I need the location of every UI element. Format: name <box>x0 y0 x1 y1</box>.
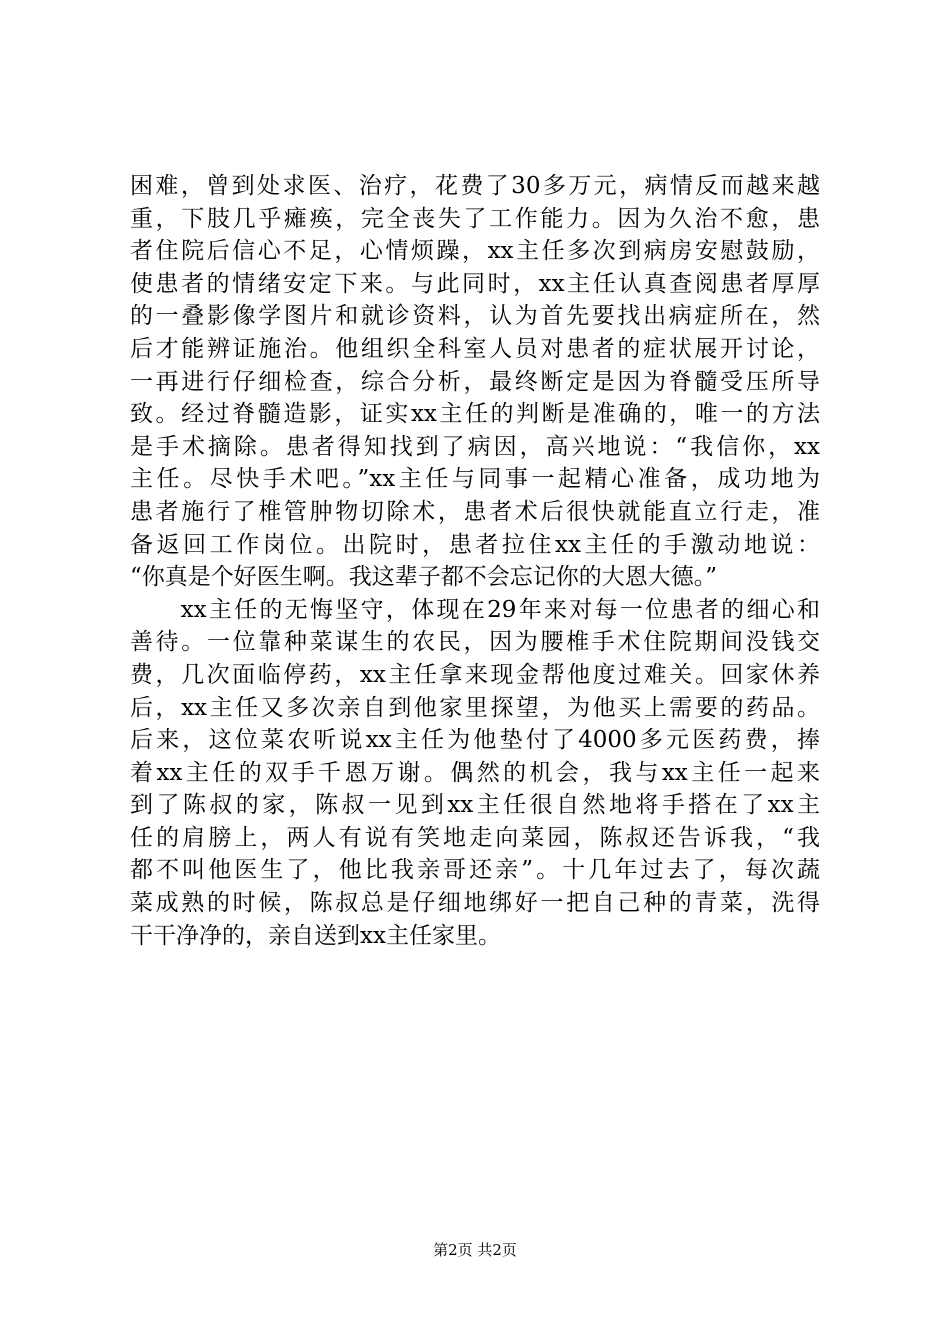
text-line: 困难，曾到处求医、治疗，花费了30多万元，病情反而越来越 <box>130 173 820 199</box>
text-line: 后来，这位菜农听说xx主任为他垫付了4000多元医药费，捧 <box>130 727 820 754</box>
text-line: 备返回工作岗位。出院时，患者拉住xx主任的手激动地说： <box>130 531 820 558</box>
text-line: 的一叠影像学图片和就诊资料，认为首先要找出病症所在，然 <box>130 303 820 330</box>
text-line: 主任。尽快手术吧。”xx主任与同事一起精心准备，成功地为 <box>130 466 820 493</box>
text-line: xx主任的无悔坚守，体现在29年来对每一位患者的细心和 <box>130 596 820 623</box>
text-line: 使患者的情绪安定下来。与此同时，xx主任认真查阅患者厚厚 <box>130 270 820 297</box>
text-line: 到了陈叔的家，陈叔一见到xx主任很自然地将手搭在了xx主 <box>130 792 820 819</box>
text-line: 着xx主任的双手千恩万谢。偶然的机会，我与xx主任一起来 <box>130 759 820 786</box>
text-line: 费，几次面临停药，xx主任拿来现金帮他度过难关。回家休养 <box>130 661 820 688</box>
text-line: 任的肩膀上，两人有说有笑地走向菜园，陈叔还告诉我，“我 <box>130 824 820 851</box>
text-line: 是手术摘除。患者得知找到了病因，高兴地说：“我信你，xx <box>130 433 820 460</box>
text-line: 重，下肢几乎瘫痪，完全丧失了工作能力。因为久治不愈，患 <box>130 205 820 232</box>
body-text <box>130 170 820 952</box>
text-line: 都不叫他医生了，他比我亲哥还亲”。十几年过去了，每次蔬 <box>130 857 820 884</box>
text-line: 后才能辨证施治。他组织全科室人员对患者的症状展开讨论， <box>130 335 820 362</box>
text-line: 后，xx主任又多次亲自到他家里探望，为他买上需要的药品。 <box>130 694 820 721</box>
text-line: 一再进行仔细检查，综合分析，最终断定是因为脊髓受压所导 <box>130 368 820 395</box>
text-line: “你真是个好医生啊。我这辈子都不会忘记你的大恩大德。” <box>130 564 718 591</box>
text-line: 干干净净的，亲自送到xx主任家里。 <box>130 922 501 949</box>
text-line: 者住院后信心不足，心情烦躁，xx主任多次到病房安慰鼓励， <box>130 238 820 265</box>
text-line: 菜成熟的时候，陈叔总是仔细地绑好一把自己种的青菜，洗得 <box>130 890 820 917</box>
page-footer: 第2页 共2页 <box>433 1241 517 1259</box>
text-line: 善待。一位靠种菜谋生的农民，因为腰椎手术住院期间没钱交 <box>130 629 820 656</box>
text-line: 患者施行了椎管肿物切除术，患者术后很快就能直立行走，准 <box>130 498 820 525</box>
text-line: 致。经过脊髓造影，证实xx主任的判断是准确的，唯一的方法 <box>130 401 820 428</box>
